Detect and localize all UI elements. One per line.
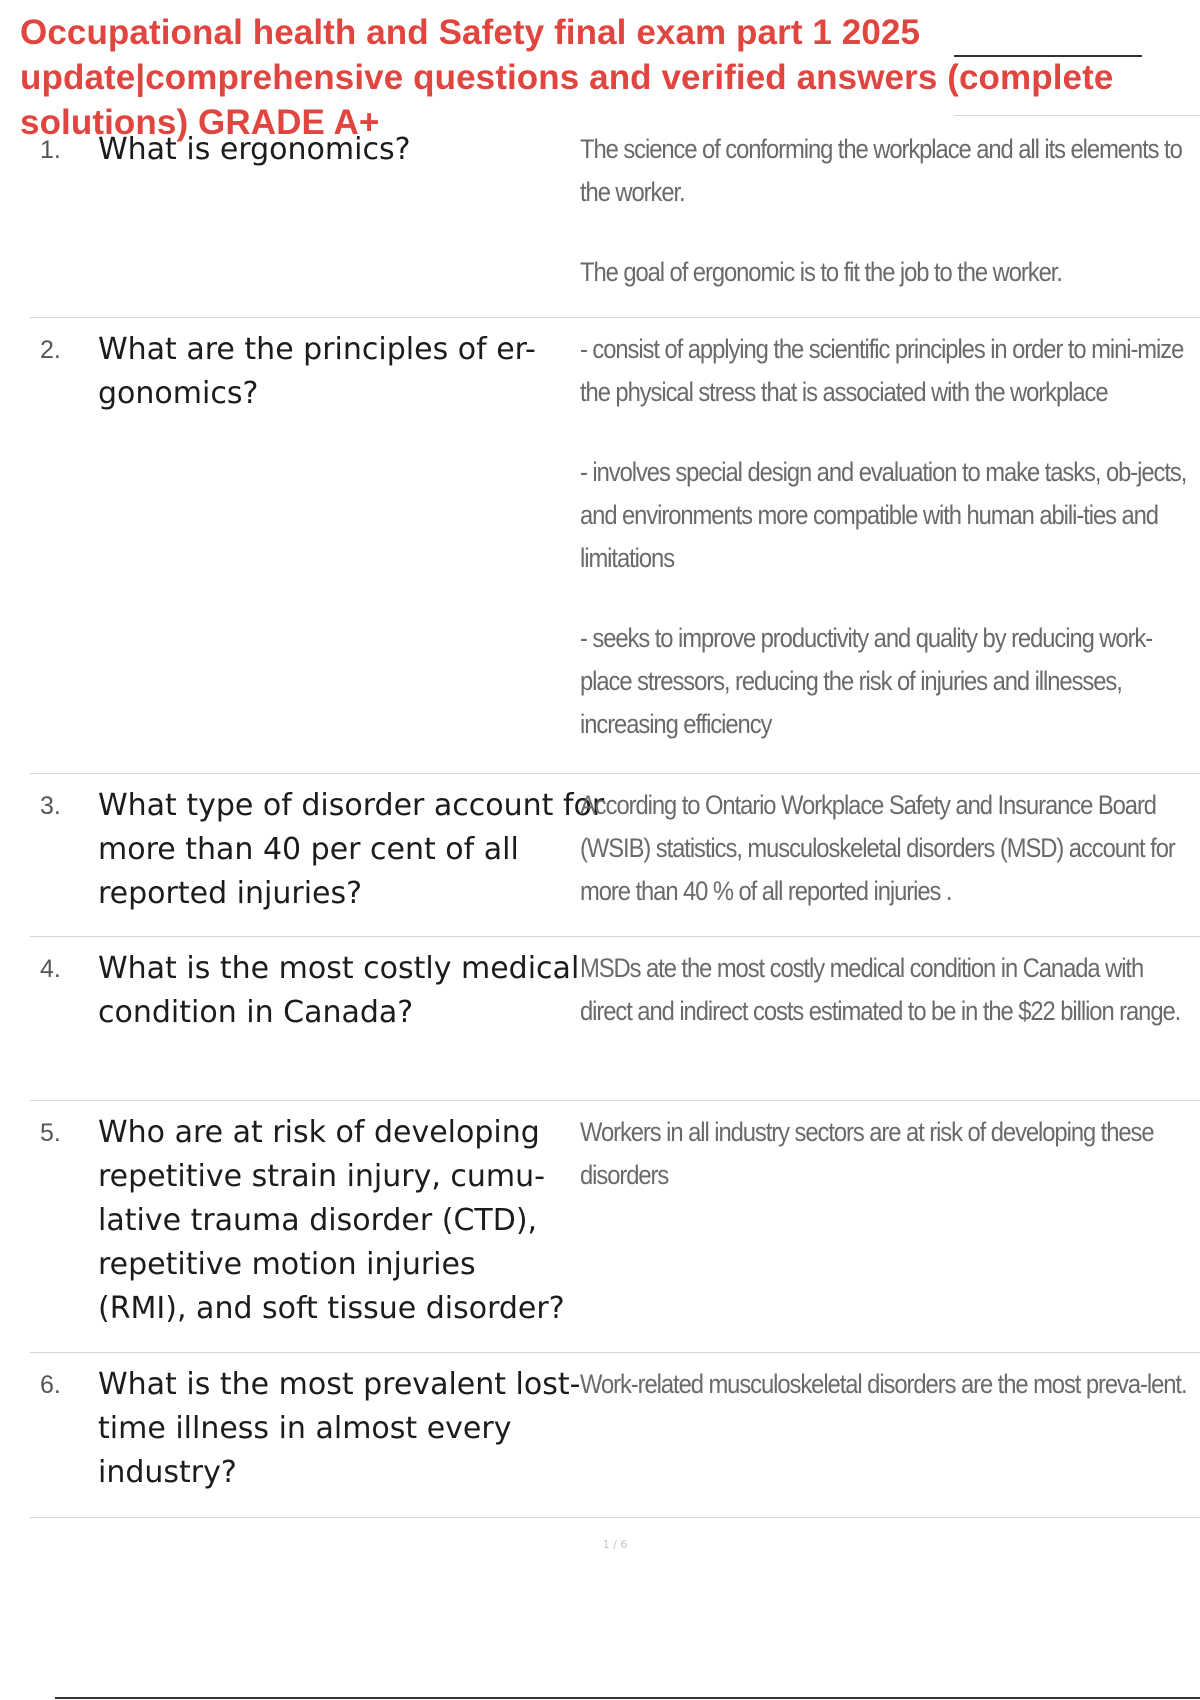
answer-text	[580, 128, 1196, 294]
question-number: 1.	[40, 136, 61, 164]
qa-item-1	[30, 128, 1200, 318]
question-text: What type of disorder account for more than 40 per cent of all reported injuries?	[98, 788, 605, 911]
qa-item-6	[30, 1363, 1200, 1518]
answer-text	[580, 328, 1196, 746]
answer-paragraph: Workers in all industry sectors are at risk of developing these disorders	[580, 1117, 1154, 1190]
answer-text	[580, 947, 1196, 1033]
answer-text	[580, 1363, 1196, 1406]
document-title: Occupational health and Safety final exam part 1 2025 update|comprehensive questions and verified answers (complete solutions) GRADE A+	[20, 13, 1114, 142]
qa-item-3	[30, 784, 1200, 937]
qa-item-2	[30, 328, 1200, 774]
page-number: 1 / 6	[602, 1538, 628, 1551]
answer-paragraph: - consist of applying the scientific principles in order to mini-mize the physical stress that is associated with the workplace	[580, 334, 1184, 407]
answer-paragraph: The goal of ergonomic is to fit the job to the worker.	[580, 257, 1062, 287]
answer-paragraph: Work-related musculoskeletal disorders are the most preva-lent.	[580, 1369, 1187, 1399]
footer-rule	[55, 1697, 1200, 1699]
question-text: Who are at risk of developing repetitive strain injury, cumu-lative trauma disorder (CTD), repetitive motion injuries (RMI), and soft tissue disorder?	[98, 1115, 565, 1326]
question-number: 2.	[40, 336, 61, 364]
question-text: What is the most prevalent lost-time illness in almost every industry?	[98, 1367, 581, 1490]
qa-item-4	[30, 947, 1200, 1101]
qa-list	[30, 0, 1200, 1520]
answer-paragraph: MSDs ate the most costly medical condition in Canada with direct and indirect costs estimated to be in the $22 billion range.	[580, 953, 1181, 1026]
question-number: 3.	[40, 792, 61, 820]
answer-paragraph: - involves special design and evaluation to make tasks, ob-jects, and environments more compatible with human abili-ties and limitations	[580, 457, 1187, 573]
answer-text	[580, 784, 1196, 913]
question-text: What is ergonomics?	[98, 132, 411, 167]
question-number: 4.	[40, 955, 61, 983]
question-text: What are the principles of er-gonomics?	[98, 332, 536, 411]
question-number: 6.	[40, 1371, 61, 1399]
question-text: What is the most costly medical condition in Canada?	[98, 951, 580, 1030]
answer-paragraph: The science of conforming the workplace and all its elements to the worker.	[580, 134, 1182, 207]
qa-item-5	[30, 1111, 1200, 1353]
answer-paragraph: According to Ontario Workplace Safety and Insurance Board (WSIB) statistics, musculoskeletal disorders (MSD) account for more than 40 % of all reported injuries .	[580, 790, 1175, 906]
answer-text	[580, 1111, 1196, 1197]
answer-paragraph: - seeks to improve productivity and quality by reducing work-place stressors, reducing the risk of injuries and illnesses, increasing efficiency	[580, 623, 1153, 739]
question-number: 5.	[40, 1119, 61, 1147]
